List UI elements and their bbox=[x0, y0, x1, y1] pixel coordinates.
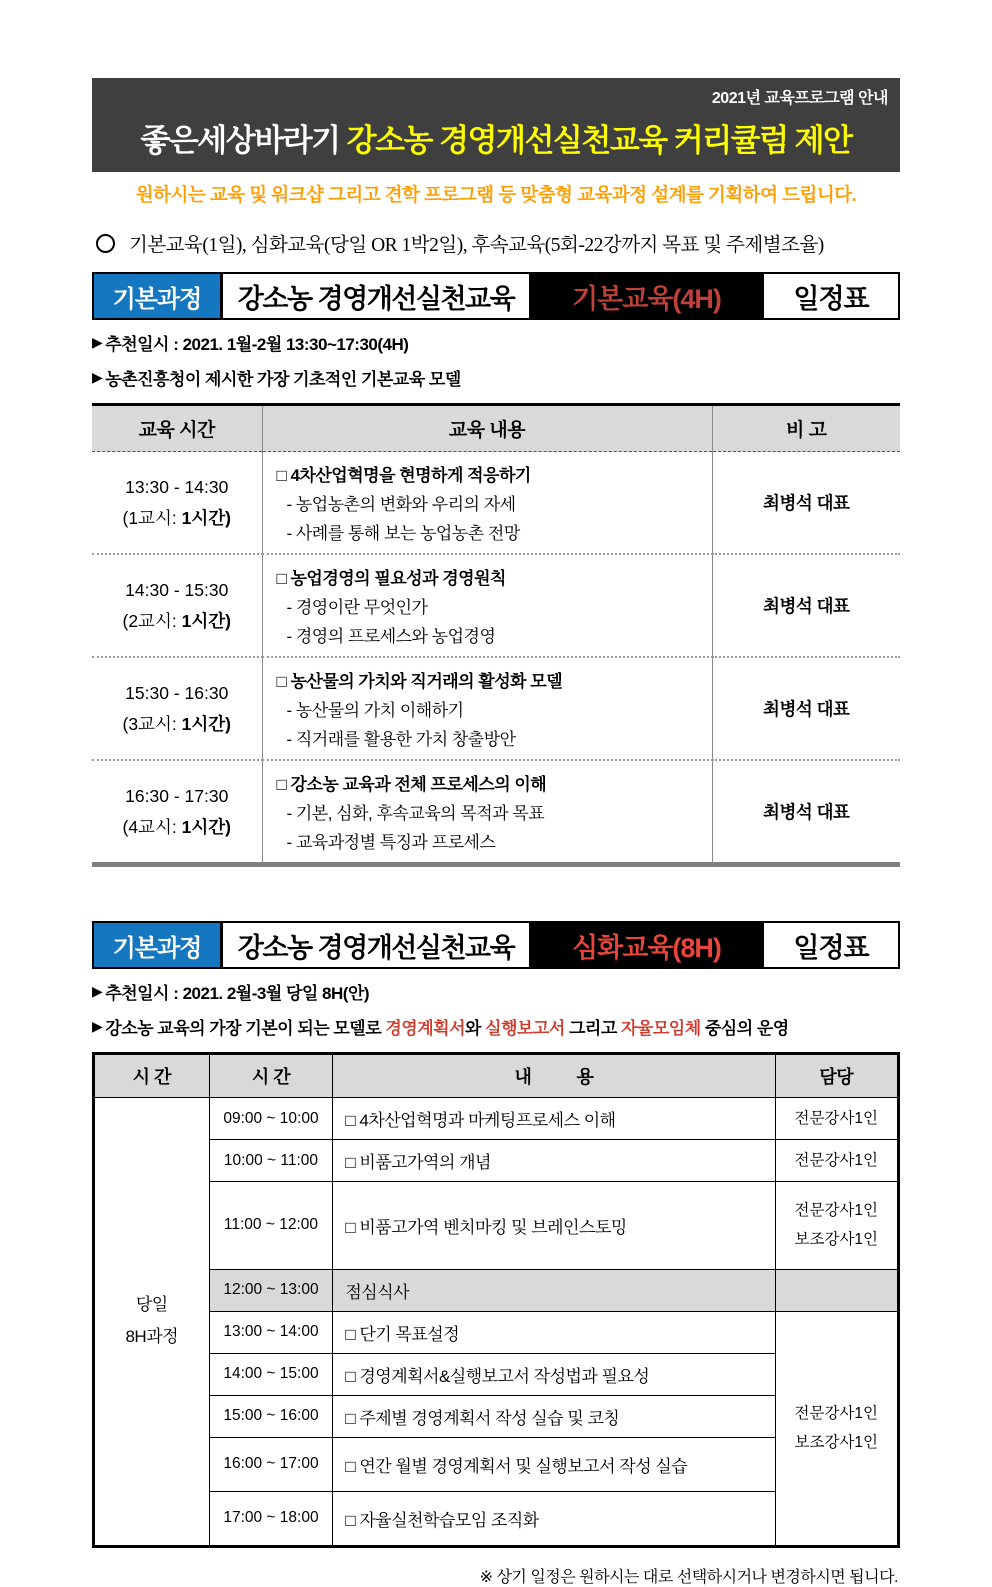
section1-note-model bbox=[92, 365, 900, 390]
merged-staff-cell bbox=[775, 1311, 898, 1546]
staff-cell: 전문강사1인 bbox=[775, 1140, 898, 1182]
content-cell bbox=[262, 452, 712, 555]
section2-bar-course: 강소농 경영개선실천교육 bbox=[223, 923, 529, 967]
section1-bar-schedule: 일정표 bbox=[764, 274, 898, 318]
staff-cell bbox=[775, 1269, 898, 1311]
table-row bbox=[92, 452, 900, 555]
overview-line bbox=[94, 229, 900, 257]
content-cell: □ 자율실천학습모임 조직화 bbox=[333, 1491, 775, 1546]
content-sub: - 사례를 통해 보는 농업농촌 전망 bbox=[286, 524, 520, 543]
time-cell bbox=[92, 657, 262, 760]
time-cell: 16:00 ~ 17:00 bbox=[209, 1437, 333, 1491]
day-label: 8H과정 bbox=[125, 1327, 179, 1347]
main-title bbox=[104, 115, 888, 160]
content-sub: - 경영이란 무엇인가 bbox=[286, 598, 428, 617]
content-cell: □ 4차산업혁명과 마케팅프로세스 이해 bbox=[333, 1098, 775, 1140]
note-cell: 최병석 대표 bbox=[763, 596, 850, 616]
section2-intro-text: 강소농 교육의 가장 기본이 되는 모델로 경영계획서와 실행보고서 그리고 자율모임체 중심의 운영 bbox=[105, 1019, 789, 1038]
period-label: (1교시: 1시간) bbox=[122, 507, 231, 528]
time-cell: 10:00 ~ 11:00 bbox=[209, 1140, 333, 1182]
content-cell bbox=[262, 657, 712, 760]
section2-bar-schedule: 일정표 bbox=[764, 923, 898, 967]
time-cell: 17:00 ~ 18:00 bbox=[209, 1491, 333, 1546]
time-cell: 11:00 ~ 12:00 bbox=[209, 1182, 333, 1270]
content-sub: - 직거래를 활용한 가치 창출방안 bbox=[286, 730, 516, 749]
arrow-bullet-icon: ▶ bbox=[92, 369, 103, 385]
header-cell-day: 시 간 bbox=[94, 1054, 210, 1098]
footer-note: ※ 상기 일정은 원하시는 대로 선택하시거나 변경하시면 됩니다. bbox=[479, 1568, 898, 1586]
main-title-program: 강소농 경영개선실천교육 커리큘럼 제안 bbox=[346, 123, 852, 158]
content-sub: - 경영의 프로세스와 농업경영 bbox=[286, 627, 496, 646]
time-cell bbox=[92, 452, 262, 555]
section2-note-recommend bbox=[92, 979, 900, 1004]
table-header-row bbox=[92, 405, 900, 452]
header-cell-content: 교육 내용 bbox=[262, 405, 712, 452]
content-cell: □ 비품고가역 벤치마킹 및 브레인스토밍 bbox=[333, 1182, 775, 1270]
staff-line: 전문강사1인 bbox=[794, 1404, 878, 1422]
content-sub: - 기본, 심화, 후속교육의 목적과 목표 bbox=[286, 804, 545, 823]
time-range: 16:30 - 17:30 bbox=[125, 785, 229, 806]
section1-note-recommend-text: 추천일시 : 2021. 1월-2월 13:30~17:30(4H) bbox=[105, 335, 409, 354]
header-cell-time: 시 간 bbox=[209, 1054, 333, 1098]
note-cell: 최병석 대표 bbox=[763, 802, 850, 822]
time-range: 13:30 - 14:30 bbox=[125, 476, 229, 497]
header-cell-content: 내 용 bbox=[333, 1054, 775, 1098]
staff-cell: 전문강사1인 bbox=[775, 1098, 898, 1140]
keyword-business-plan: 경영계획서 bbox=[385, 1019, 465, 1038]
content-cell: □ 주제별 경영계획서 작성 실습 및 코칭 bbox=[333, 1395, 775, 1437]
content-sub: - 농업농촌의 변화와 우리의 자세 bbox=[286, 495, 516, 514]
content-cell: □ 경영계획서&실행보고서 작성법과 필요성 bbox=[333, 1353, 775, 1395]
keyword-self-group: 자율모임체 bbox=[621, 1019, 701, 1038]
content-cell bbox=[262, 554, 712, 657]
day-label: 당일 bbox=[135, 1295, 168, 1315]
table-row bbox=[94, 1311, 899, 1353]
section2-bar bbox=[92, 921, 900, 969]
period-label: (2교시: 1시간) bbox=[122, 610, 231, 631]
arrow-bullet-icon: ▶ bbox=[92, 1018, 103, 1034]
content-cell: □ 단기 목표설정 bbox=[333, 1311, 775, 1353]
time-range: 15:30 - 16:30 bbox=[125, 682, 229, 703]
staff-cell bbox=[775, 1182, 898, 1270]
section2-bar-tag: 기본과정 bbox=[94, 923, 220, 967]
header-cell-staff: 담당 bbox=[775, 1054, 898, 1098]
table-row bbox=[94, 1098, 899, 1140]
basic-course-table bbox=[92, 403, 900, 867]
content-cell: □ 비품고가역의 개념 bbox=[333, 1140, 775, 1182]
content-cell: □ 연간 월별 경영계획서 및 실행보고서 작성 실습 bbox=[333, 1437, 775, 1491]
staff-line: 전문강사1인 bbox=[794, 1202, 878, 1219]
period-label: (3교시: 1시간) bbox=[122, 713, 231, 734]
staff-line: 보조강사1인 bbox=[794, 1231, 878, 1249]
time-cell: 09:00 ~ 10:00 bbox=[209, 1098, 333, 1140]
table-row bbox=[94, 1140, 899, 1182]
program-year-note: 2021년 교육프로그램 안내 bbox=[711, 90, 888, 107]
document-page bbox=[92, 78, 900, 1587]
time-cell: 13:00 ~ 14:00 bbox=[209, 1311, 333, 1353]
time-cell: 15:00 ~ 16:00 bbox=[209, 1395, 333, 1437]
day-cell bbox=[94, 1098, 210, 1547]
time-cell bbox=[92, 760, 262, 865]
note-cell: 최병석 대표 bbox=[763, 699, 850, 719]
section2-bar-type: 심화교육(8H) bbox=[529, 923, 764, 967]
header-cell-time: 교육 시간 bbox=[92, 405, 262, 452]
content-title: □ 4차산업혁명을 현명하게 적응하기 bbox=[276, 466, 531, 485]
period-label: (4교시: 1시간) bbox=[122, 816, 231, 837]
section1-bar-type: 기본교육(4H) bbox=[529, 274, 764, 318]
table-header-row bbox=[94, 1054, 899, 1098]
note-cell: 최병석 대표 bbox=[763, 493, 850, 513]
advanced-course-table bbox=[92, 1052, 900, 1548]
arrow-bullet-icon: ▶ bbox=[92, 334, 103, 350]
time-range: 14:30 - 15:30 bbox=[125, 579, 229, 600]
section1-bar bbox=[92, 272, 900, 320]
time-cell bbox=[92, 554, 262, 657]
keyword-action-report: 실행보고서 bbox=[485, 1019, 565, 1038]
table-row bbox=[94, 1182, 899, 1270]
time-cell: 12:00 ~ 13:00 bbox=[209, 1269, 333, 1311]
content-cell bbox=[262, 760, 712, 865]
section1-note-model-text: 농촌진흥청이 제시한 가장 기초적인 기본교육 모델 bbox=[105, 370, 461, 389]
section1-note-recommend bbox=[92, 330, 900, 355]
section2-note-intro bbox=[92, 1014, 900, 1039]
content-sub: - 교육과정별 특징과 프로세스 bbox=[286, 833, 496, 852]
content-cell: 점심식사 bbox=[333, 1269, 775, 1311]
section2-note-recommend-text: 추천일시 : 2021. 2월-3월 당일 8H(안) bbox=[105, 984, 370, 1003]
table-row bbox=[92, 657, 900, 760]
circle-bullet-icon bbox=[96, 234, 115, 253]
table-row bbox=[92, 760, 900, 865]
overview-text: 기본교육(1일), 심화교육(당일 OR 1박2일), 후속교육(5회-22강까지 목표 및 주제별조율) bbox=[129, 235, 824, 256]
subtitle: 원하시는 교육 및 워크샵 그리고 견학 프로그램 등 맞춤형 교육과정 설계를 기획하여 드립니다. bbox=[135, 184, 857, 205]
lunch-row bbox=[94, 1269, 899, 1311]
content-title: □ 농업경영의 필요성과 경영원칙 bbox=[276, 569, 506, 588]
section1-bar-course: 강소농 경영개선실천교육 bbox=[223, 274, 529, 318]
main-title-brand: 좋은세상바라기 bbox=[140, 123, 340, 158]
time-cell: 14:00 ~ 15:00 bbox=[209, 1353, 333, 1395]
staff-line: 보조강사1인 bbox=[794, 1434, 878, 1452]
content-title: □ 농산물의 가치와 직거래의 활성화 모델 bbox=[276, 672, 563, 691]
arrow-bullet-icon: ▶ bbox=[92, 983, 103, 999]
content-sub: - 농산물의 가치 이해하기 bbox=[286, 701, 464, 720]
content-title: □ 강소농 교육과 전체 프로세스의 이해 bbox=[276, 775, 547, 794]
doc-header bbox=[92, 78, 900, 172]
table-row bbox=[92, 554, 900, 657]
header-cell-note: 비 고 bbox=[712, 405, 900, 452]
section1-bar-tag: 기본과정 bbox=[94, 274, 220, 318]
